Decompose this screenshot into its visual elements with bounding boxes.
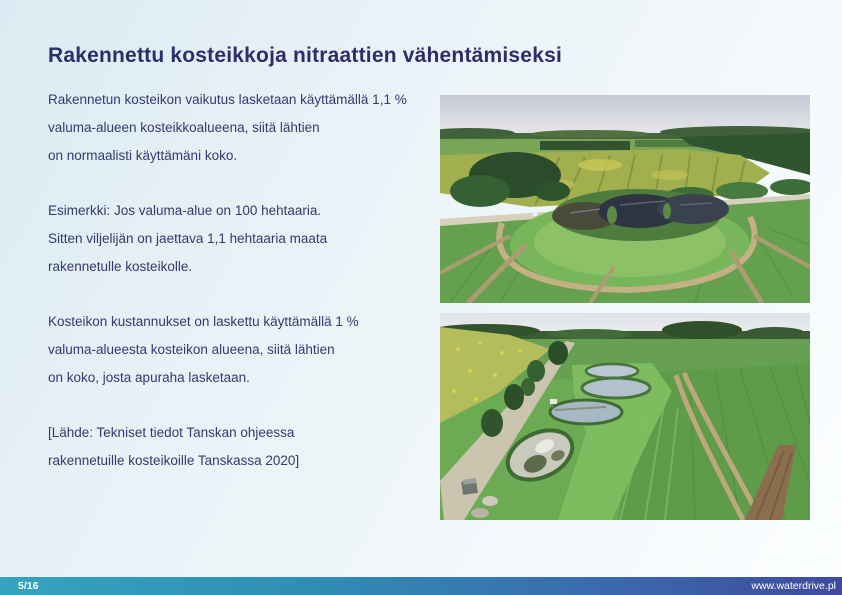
aerial-wetland-pond-illustration <box>440 95 810 303</box>
paragraph-costs <box>48 308 443 392</box>
page-number: 5/16 <box>18 580 39 592</box>
paragraph-example <box>48 197 443 281</box>
text-line: Sitten viljelijän on jaettava 1,1 hehtaaria maata <box>48 231 328 246</box>
text-line: [Lähde: Tekniset tiedot Tanskan ohjeessa <box>48 425 295 440</box>
body-text-column <box>48 86 443 502</box>
aerial-wetland-pond-photo <box>440 95 810 303</box>
website-link[interactable]: www.waterdrive.pl <box>751 580 836 592</box>
text-line: valuma-alueesta kosteikon alueena, siitä lähtien <box>48 342 335 357</box>
paragraph-source-note <box>48 419 443 475</box>
footer-bar <box>0 577 842 595</box>
text-line: Rakennetun kosteikon vaikutus lasketaan käyttämällä 1,1 % <box>48 92 407 107</box>
paragraph-calculation-rule <box>48 86 443 170</box>
text-line: rakennetuille kosteikoille Tanskassa 2020] <box>48 453 300 468</box>
text-line: on koko, josta apuraha lasketaan. <box>48 370 250 385</box>
text-line: valuma-alueen kosteikkoalueena, siitä lähtien <box>48 120 320 135</box>
page-title: Rakennettu kosteikkoja nitraattien vähentämiseksi <box>48 44 562 67</box>
text-line: rakennetulle kosteikolle. <box>48 259 193 274</box>
aerial-wetland-ponds-road-illustration <box>440 313 810 520</box>
text-line: Kosteikon kustannukset on laskettu käyttämällä 1 % <box>48 314 359 329</box>
text-line: Esimerkki: Jos valuma-alue on 100 hehtaaria. <box>48 203 322 218</box>
aerial-wetland-ponds-road-photo <box>440 313 810 520</box>
text-line: on normaalisti käyttämäni koko. <box>48 148 238 163</box>
